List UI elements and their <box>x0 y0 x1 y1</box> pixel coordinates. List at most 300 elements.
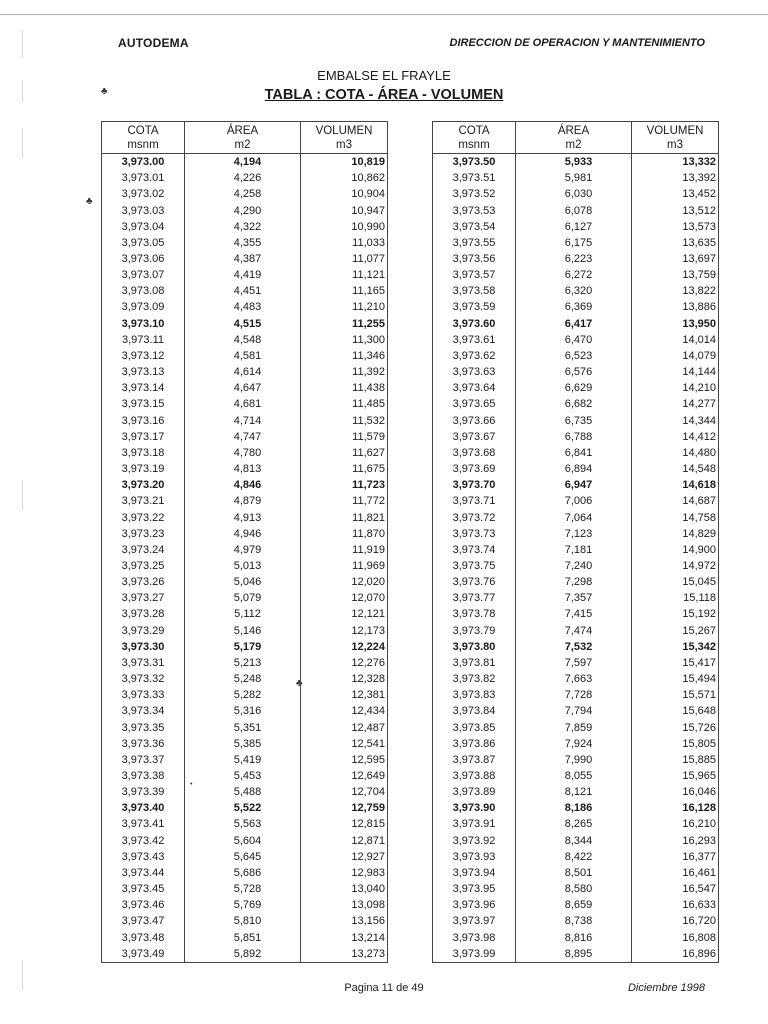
table-row <box>433 590 719 606</box>
volume-table-left <box>101 121 388 963</box>
area-cell: 4,387 <box>185 251 301 267</box>
cota-cell: 3,973.66 <box>433 413 516 429</box>
volumen-cell: 14,014 <box>632 332 719 348</box>
area-cell: 4,747 <box>185 429 301 445</box>
volumen-cell: 12,070 <box>301 590 388 606</box>
volumen-cell: 14,277 <box>632 396 719 412</box>
area-cell: 4,355 <box>185 235 301 251</box>
volumen-cell: 11,675 <box>301 461 388 477</box>
cota-cell: 3,973.60 <box>433 316 516 332</box>
cota-cell: 3,973.00 <box>102 154 185 171</box>
table-row <box>102 267 388 283</box>
table-row <box>102 251 388 267</box>
table-row <box>102 865 388 881</box>
area-cell: 4,714 <box>185 413 301 429</box>
volumen-cell: 11,969 <box>301 558 388 574</box>
table-row <box>102 542 388 558</box>
volumen-cell: 14,480 <box>632 445 719 461</box>
header-volumen: VOLUMEN m3 <box>632 122 719 154</box>
area-cell: 4,258 <box>185 186 301 202</box>
area-cell: 5,728 <box>185 881 301 897</box>
cota-cell: 3,973.37 <box>102 752 185 768</box>
cota-cell: 3,973.30 <box>102 639 185 655</box>
document-title: EMBALSE EL FRAYLE <box>317 68 451 83</box>
table-row <box>433 170 719 186</box>
area-cell: 5,351 <box>185 719 301 735</box>
cota-cell: 3,973.76 <box>433 574 516 590</box>
cota-cell: 3,973.86 <box>433 736 516 752</box>
volumen-cell: 14,687 <box>632 493 719 509</box>
cota-cell: 3,973.11 <box>102 332 185 348</box>
cota-cell: 3,973.63 <box>433 364 516 380</box>
area-cell: 4,647 <box>185 380 301 396</box>
cota-cell: 3,973.92 <box>433 833 516 849</box>
volumen-cell: 11,627 <box>301 445 388 461</box>
cota-cell: 3,973.04 <box>102 219 185 235</box>
cota-cell: 3,973.73 <box>433 526 516 542</box>
cota-cell: 3,973.55 <box>433 235 516 251</box>
area-cell: 5,046 <box>185 574 301 590</box>
area-cell: 4,681 <box>185 396 301 412</box>
cota-cell: 3,973.02 <box>102 186 185 202</box>
cota-cell: 3,973.24 <box>102 542 185 558</box>
volumen-cell: 12,434 <box>301 703 388 719</box>
table-row <box>433 235 719 251</box>
area-cell: 7,415 <box>516 606 632 622</box>
table-row <box>102 461 388 477</box>
area-cell: 4,322 <box>185 219 301 235</box>
table-row <box>433 752 719 768</box>
table-row <box>433 493 719 509</box>
area-cell: 6,470 <box>516 332 632 348</box>
volumen-cell: 16,896 <box>632 946 719 963</box>
volumen-cell: 15,417 <box>632 655 719 671</box>
cota-cell: 3,973.13 <box>102 364 185 380</box>
area-cell: 7,064 <box>516 509 632 525</box>
area-cell: 5,851 <box>185 930 301 946</box>
table-row <box>102 768 388 784</box>
cota-cell: 3,973.98 <box>433 930 516 946</box>
cota-cell: 3,973.68 <box>433 445 516 461</box>
volumen-cell: 12,224 <box>301 639 388 655</box>
cota-cell: 3,973.84 <box>433 703 516 719</box>
area-cell: 7,474 <box>516 623 632 639</box>
cota-cell: 3,973.16 <box>102 413 185 429</box>
table-row <box>433 881 719 897</box>
area-cell: 4,226 <box>185 170 301 186</box>
volumen-cell: 13,512 <box>632 202 719 218</box>
volumen-cell: 16,293 <box>632 833 719 849</box>
area-cell: 6,030 <box>516 186 632 202</box>
cota-cell: 3,973.72 <box>433 509 516 525</box>
table-row <box>433 219 719 235</box>
cota-cell: 3,973.57 <box>433 267 516 283</box>
header-area: ÁREA m2 <box>516 122 632 154</box>
volumen-cell: 16,377 <box>632 849 719 865</box>
volumen-cell: 13,156 <box>301 913 388 929</box>
cota-cell: 3,973.18 <box>102 445 185 461</box>
top-rule <box>0 14 768 15</box>
cota-cell: 3,973.48 <box>102 930 185 946</box>
area-cell: 6,788 <box>516 429 632 445</box>
volumen-cell: 13,573 <box>632 219 719 235</box>
area-cell: 6,735 <box>516 413 632 429</box>
cota-cell: 3,973.78 <box>433 606 516 622</box>
cota-cell: 3,973.44 <box>102 865 185 881</box>
table-row <box>102 526 388 542</box>
area-cell: 7,990 <box>516 752 632 768</box>
header-volumen: VOLUMEN m3 <box>301 122 388 154</box>
cota-cell: 3,973.10 <box>102 316 185 332</box>
cota-cell: 3,973.69 <box>433 461 516 477</box>
volumen-cell: 12,704 <box>301 784 388 800</box>
area-cell: 7,794 <box>516 703 632 719</box>
department-name: DIRECCION DE OPERACION Y MANTENIMIENTO <box>449 37 705 49</box>
cota-cell: 3,973.61 <box>433 332 516 348</box>
table-row <box>102 687 388 703</box>
table-row <box>102 703 388 719</box>
cota-cell: 3,973.20 <box>102 477 185 493</box>
volumen-cell: 11,392 <box>301 364 388 380</box>
volumen-cell: 14,618 <box>632 477 719 493</box>
area-cell: 5,419 <box>185 752 301 768</box>
table-row <box>102 316 388 332</box>
table-row <box>433 655 719 671</box>
cota-cell: 3,973.40 <box>102 800 185 816</box>
cota-cell: 3,973.46 <box>102 897 185 913</box>
area-cell: 4,979 <box>185 542 301 558</box>
cota-cell: 3,973.85 <box>433 719 516 735</box>
cota-cell: 3,973.95 <box>433 881 516 897</box>
table-row <box>433 396 719 412</box>
table-row <box>433 445 719 461</box>
table-row <box>433 380 719 396</box>
volumen-cell: 13,273 <box>301 946 388 963</box>
org-name: AUTODEMA <box>118 36 189 50</box>
table-row <box>102 348 388 364</box>
scan-edge-line <box>22 480 23 510</box>
table-row <box>102 429 388 445</box>
cota-cell: 3,973.09 <box>102 299 185 315</box>
cota-cell: 3,973.26 <box>102 574 185 590</box>
area-cell: 7,532 <box>516 639 632 655</box>
cota-cell: 3,973.15 <box>102 396 185 412</box>
table-row <box>102 380 388 396</box>
cota-cell: 3,973.64 <box>433 380 516 396</box>
table-row <box>102 671 388 687</box>
volumen-cell: 14,972 <box>632 558 719 574</box>
table-row <box>433 509 719 525</box>
table-row <box>433 623 719 639</box>
cota-cell: 3,973.42 <box>102 833 185 849</box>
table-row <box>433 542 719 558</box>
cota-cell: 3,973.74 <box>433 542 516 558</box>
area-cell: 7,123 <box>516 526 632 542</box>
area-cell: 4,515 <box>185 316 301 332</box>
cota-cell: 3,973.29 <box>102 623 185 639</box>
table-row <box>433 736 719 752</box>
volumen-cell: 14,210 <box>632 380 719 396</box>
volumen-cell: 13,098 <box>301 897 388 913</box>
area-cell: 8,501 <box>516 865 632 881</box>
volumen-cell: 14,344 <box>632 413 719 429</box>
volumen-cell: 14,758 <box>632 509 719 525</box>
cota-cell: 3,973.82 <box>433 671 516 687</box>
table-row <box>102 202 388 218</box>
area-cell: 6,369 <box>516 299 632 315</box>
volumen-cell: 15,965 <box>632 768 719 784</box>
volumen-cell: 15,192 <box>632 606 719 622</box>
volumen-cell: 15,805 <box>632 736 719 752</box>
cota-cell: 3,973.17 <box>102 429 185 445</box>
cota-cell: 3,973.31 <box>102 655 185 671</box>
cota-cell: 3,973.70 <box>433 477 516 493</box>
area-cell: 5,933 <box>516 154 632 171</box>
area-cell: 8,895 <box>516 946 632 963</box>
cota-cell: 3,973.38 <box>102 768 185 784</box>
volumen-cell: 11,821 <box>301 509 388 525</box>
cota-cell: 3,973.88 <box>433 768 516 784</box>
area-cell: 4,290 <box>185 202 301 218</box>
table-row <box>433 865 719 881</box>
table-row <box>102 606 388 622</box>
table-row <box>433 606 719 622</box>
area-cell: 5,686 <box>185 865 301 881</box>
cota-cell: 3,973.56 <box>433 251 516 267</box>
area-cell: 5,981 <box>516 170 632 186</box>
table-row <box>433 574 719 590</box>
area-cell: 4,946 <box>185 526 301 542</box>
volumen-cell: 12,276 <box>301 655 388 671</box>
table-row <box>433 703 719 719</box>
table-row <box>102 881 388 897</box>
cota-cell: 3,973.99 <box>433 946 516 963</box>
volumen-cell: 10,819 <box>301 154 388 171</box>
cota-cell: 3,973.41 <box>102 816 185 832</box>
area-cell: 7,181 <box>516 542 632 558</box>
table-row <box>102 413 388 429</box>
volumen-cell: 15,267 <box>632 623 719 639</box>
cota-cell: 3,973.23 <box>102 526 185 542</box>
volumen-cell: 15,648 <box>632 703 719 719</box>
volumen-cell: 13,392 <box>632 170 719 186</box>
cota-cell: 3,973.08 <box>102 283 185 299</box>
cota-cell: 3,973.14 <box>102 380 185 396</box>
volumen-cell: 15,885 <box>632 752 719 768</box>
area-cell: 5,213 <box>185 655 301 671</box>
volumen-cell: 16,461 <box>632 865 719 881</box>
volumen-cell: 16,547 <box>632 881 719 897</box>
area-cell: 5,604 <box>185 833 301 849</box>
volumen-cell: 11,255 <box>301 316 388 332</box>
volumen-cell: 13,697 <box>632 251 719 267</box>
area-cell: 7,240 <box>516 558 632 574</box>
table-row <box>102 784 388 800</box>
volumen-cell: 12,595 <box>301 752 388 768</box>
table-row <box>102 219 388 235</box>
area-cell: 6,523 <box>516 348 632 364</box>
page-number: Pagina 11 de 49 <box>344 982 424 994</box>
area-cell: 6,078 <box>516 202 632 218</box>
table-row <box>433 913 719 929</box>
volumen-cell: 14,144 <box>632 364 719 380</box>
table-row <box>102 283 388 299</box>
cota-cell: 3,973.52 <box>433 186 516 202</box>
volumen-cell: 12,121 <box>301 606 388 622</box>
table-row <box>102 913 388 929</box>
header-cota: COTA msnm <box>433 122 516 154</box>
table-row <box>433 849 719 865</box>
cota-cell: 3,973.97 <box>433 913 516 929</box>
volumen-cell: 16,633 <box>632 897 719 913</box>
volumen-cell: 15,571 <box>632 687 719 703</box>
volumen-cell: 15,494 <box>632 671 719 687</box>
area-cell: 5,248 <box>185 671 301 687</box>
table-row <box>433 316 719 332</box>
area-cell: 4,846 <box>185 477 301 493</box>
volumen-cell: 12,381 <box>301 687 388 703</box>
area-cell: 4,813 <box>185 461 301 477</box>
area-cell: 8,121 <box>516 784 632 800</box>
table-row <box>433 477 719 493</box>
area-cell: 7,006 <box>516 493 632 509</box>
table-row <box>102 493 388 509</box>
area-cell: 7,924 <box>516 736 632 752</box>
cota-cell: 3,973.28 <box>102 606 185 622</box>
area-cell: 5,892 <box>185 946 301 963</box>
area-cell: 6,127 <box>516 219 632 235</box>
volumen-cell: 12,927 <box>301 849 388 865</box>
scan-speck-icon: ♣ <box>296 678 303 689</box>
table-row <box>433 946 719 963</box>
area-cell: 6,629 <box>516 380 632 396</box>
volumen-cell: 13,759 <box>632 267 719 283</box>
cota-cell: 3,973.62 <box>433 348 516 364</box>
volumen-cell: 13,040 <box>301 881 388 897</box>
volumen-cell: 16,808 <box>632 930 719 946</box>
table-row <box>102 509 388 525</box>
volumen-cell: 15,118 <box>632 590 719 606</box>
area-cell: 7,597 <box>516 655 632 671</box>
table-row <box>102 639 388 655</box>
area-cell: 7,859 <box>516 719 632 735</box>
area-cell: 8,265 <box>516 816 632 832</box>
cota-cell: 3,973.94 <box>433 865 516 881</box>
table-row <box>102 655 388 671</box>
cota-cell: 3,973.32 <box>102 671 185 687</box>
volumen-cell: 13,886 <box>632 299 719 315</box>
cota-cell: 3,973.47 <box>102 913 185 929</box>
table-title: TABLA : COTA - ÁREA - VOLUMEN <box>264 87 504 103</box>
area-cell: 8,055 <box>516 768 632 784</box>
area-cell: 4,913 <box>185 509 301 525</box>
volumen-cell: 16,210 <box>632 816 719 832</box>
area-cell: 5,179 <box>185 639 301 655</box>
scan-edge-line <box>22 30 23 58</box>
area-cell: 4,483 <box>185 299 301 315</box>
cota-cell: 3,973.34 <box>102 703 185 719</box>
table-row <box>102 946 388 963</box>
table-row <box>102 332 388 348</box>
table-row <box>433 461 719 477</box>
cota-cell: 3,973.90 <box>433 800 516 816</box>
volumen-cell: 13,635 <box>632 235 719 251</box>
area-cell: 6,223 <box>516 251 632 267</box>
volumen-cell: 11,300 <box>301 332 388 348</box>
table-row <box>433 833 719 849</box>
volumen-cell: 14,829 <box>632 526 719 542</box>
volumen-cell: 10,862 <box>301 170 388 186</box>
volumen-cell: 12,487 <box>301 719 388 735</box>
table-row <box>433 283 719 299</box>
table-row <box>102 590 388 606</box>
table-row <box>433 202 719 218</box>
cota-cell: 3,973.83 <box>433 687 516 703</box>
table-row <box>433 558 719 574</box>
table-row <box>433 897 719 913</box>
cota-cell: 3,973.75 <box>433 558 516 574</box>
area-cell: 7,298 <box>516 574 632 590</box>
table-row <box>102 816 388 832</box>
area-cell: 5,013 <box>185 558 301 574</box>
volumen-cell: 12,649 <box>301 768 388 784</box>
volumen-cell: 11,532 <box>301 413 388 429</box>
cota-cell: 3,973.65 <box>433 396 516 412</box>
area-cell: 5,112 <box>185 606 301 622</box>
scan-edge-line <box>22 128 23 158</box>
table-row <box>102 186 388 202</box>
area-cell: 8,344 <box>516 833 632 849</box>
table-row <box>102 364 388 380</box>
area-cell: 4,581 <box>185 348 301 364</box>
volumen-cell: 11,772 <box>301 493 388 509</box>
cota-cell: 3,973.58 <box>433 283 516 299</box>
table-row <box>102 396 388 412</box>
volumen-cell: 11,346 <box>301 348 388 364</box>
area-cell: 6,320 <box>516 283 632 299</box>
area-cell: 5,453 <box>185 768 301 784</box>
cota-cell: 3,973.89 <box>433 784 516 800</box>
cota-cell: 3,973.91 <box>433 816 516 832</box>
cota-cell: 3,973.01 <box>102 170 185 186</box>
volumen-cell: 11,723 <box>301 477 388 493</box>
cota-cell: 3,973.35 <box>102 719 185 735</box>
area-cell: 4,194 <box>185 154 301 171</box>
scan-speck-icon: ♣ <box>101 86 108 97</box>
table-row <box>433 186 719 202</box>
area-cell: 8,738 <box>516 913 632 929</box>
volumen-cell: 11,165 <box>301 283 388 299</box>
volumen-cell: 10,947 <box>301 202 388 218</box>
cota-cell: 3,973.33 <box>102 687 185 703</box>
volumen-cell: 15,045 <box>632 574 719 590</box>
cota-cell: 3,973.67 <box>433 429 516 445</box>
cota-cell: 3,973.80 <box>433 639 516 655</box>
table-row <box>102 477 388 493</box>
area-cell: 8,186 <box>516 800 632 816</box>
volumen-cell: 15,726 <box>632 719 719 735</box>
area-cell: 4,451 <box>185 283 301 299</box>
table-row <box>433 267 719 283</box>
area-cell: 7,728 <box>516 687 632 703</box>
volumen-cell: 11,919 <box>301 542 388 558</box>
area-cell: 4,614 <box>185 364 301 380</box>
cota-cell: 3,973.06 <box>102 251 185 267</box>
cota-cell: 3,973.49 <box>102 946 185 963</box>
volumen-cell: 16,046 <box>632 784 719 800</box>
volumen-cell: 12,173 <box>301 623 388 639</box>
area-cell: 6,682 <box>516 396 632 412</box>
